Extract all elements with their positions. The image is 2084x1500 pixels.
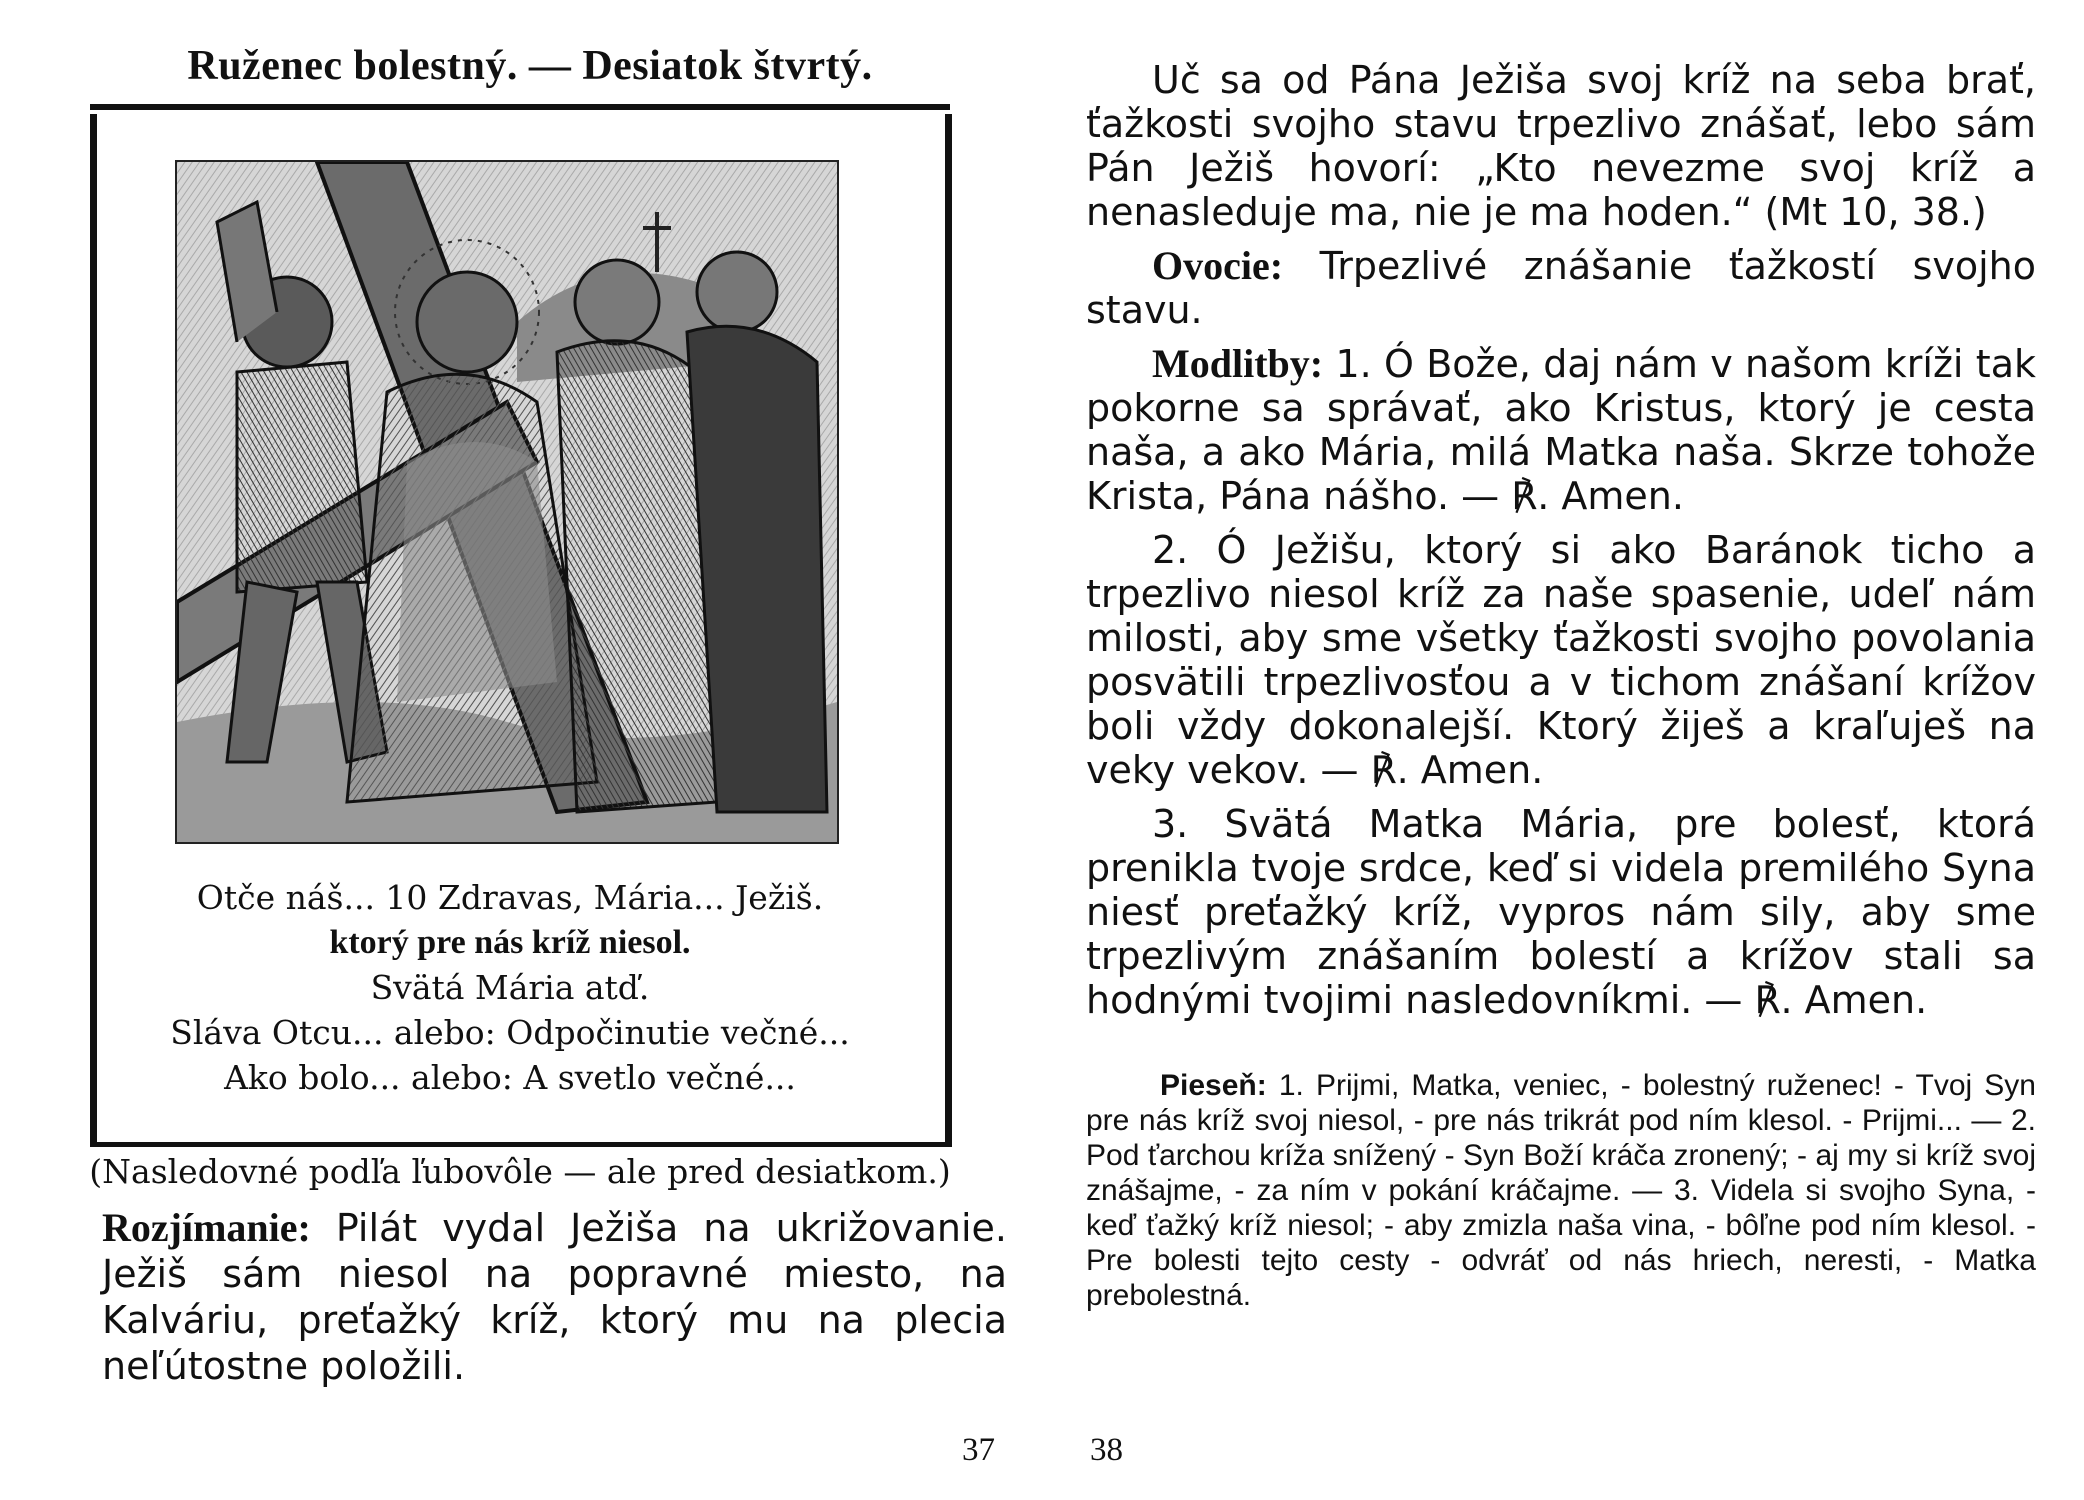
prayer-line-4: Sláva Otcu... alebo: Odpočinutie večné...	[170, 1013, 850, 1052]
prayer-1-paragraph	[1086, 342, 2036, 518]
prayer-line-5: Ako bolo... alebo: A svetlo večné...	[224, 1058, 796, 1097]
intro-paragraph: Uč sa od Pána Ježiša svoj kríž na seba brať, ťažkosti svojho stavu trpezlivo znášať, lebo sám Pán Ježiš hovorí: „Kto nevezme svoj kríž a nenasleduje ma, nie je ma hoden.“ (Mt 10, 38.)	[1086, 58, 2036, 234]
page-number-left: 37	[962, 1432, 995, 1468]
meditation-label: Rozjímanie:	[102, 1205, 311, 1250]
frame-bottom-rule	[90, 1142, 952, 1147]
fruit-label: Ovocie:	[1152, 243, 1284, 288]
engraving-christ-carrying-cross-image	[175, 160, 839, 844]
song-label: Pieseň:	[1160, 1069, 1267, 1102]
prayer-line-3: Svätá Mária atď.	[370, 968, 650, 1007]
prayer-2-paragraph: 2. Ó Ježišu, ktorý si ako Baránok ticho a trpezlivo niesol kríž za naše spasenie, udeľ nám milosti, aby sme všetky ťažkosti svojho povolania posvätili trpezlivosťou a v tichom znášaní krížov boli vždy dokonalejší. Ktorý žiješ a kraľuješ na veky vekov. — ℟. Amen.	[1086, 528, 2036, 792]
engraving-graphic	[177, 162, 837, 842]
meditation-paragraph	[102, 1205, 1007, 1389]
right-page	[1042, 0, 2084, 1500]
prayer-mystery-line: ktorý pre nás kríž niesol.	[329, 924, 691, 961]
meditation-text: Pilát vydal Ježiša na ukrižovanie. Ježiš sám niesol na popravné miesto, na Kalváriu, preťažký kríž, ktorý mu na plecia neľútostne položili.	[102, 1206, 1007, 1388]
fruit-paragraph	[1086, 244, 2036, 332]
prayer-3-paragraph: 3. Svätá Matka Mária, pre bolesť, ktorá prenikla tvoje srdce, keď si videla premilého Syna niesť preťažký kríž, vypros nám sily, aby sme trpezlivým znášaním bolestí a krížov stali sa hodnými tvojimi nasledovníkmi. — ℟. Amen.	[1086, 802, 2036, 1022]
running-head: Ruženec bolestný. — Desiatok štvrtý.	[187, 43, 873, 89]
frame-top-rule	[90, 104, 950, 110]
prayers-label: Modlitby:	[1152, 341, 1324, 386]
prayer-line-1: Otče náš... 10 Zdravas, Mária... Ježiš.	[196, 878, 824, 917]
prayer-1-text: 1. Ó Bože, daj nám v našom kríži tak pokorne sa správať, ako Kristus, ktorý je cesta naša, a ako Mária, milá Matka naša. Skrze tohože Krista, Pána nášho. — ℟. Amen.	[1086, 342, 2036, 518]
page-number-right: 38	[1090, 1432, 1123, 1468]
fruit-text: Trpezlivé znášanie ťažkostí svojho stavu.	[1086, 244, 2036, 332]
prayer-instructions	[110, 875, 910, 1100]
song-text: 1. Prijmi, Matka, veniec, - bolestný ruženec! - Tvoj Syn pre nás kríž svoj niesol, - pre nás trikrát pod ním klesol. - Prijmi... — 2. Pod ťarchou kríža snížený - Syn Boží kráča zronený; - aj my si kríž svoj znášajme, - za ním v pokání kráčajme. — 3. Videla si svojho Syna, - keď ťažký kríž niesol; - aby zmizla naša vina, - bôľne pod ním klesol. - Pre bolesti tejto cesty - odvráť od nás hriech, neresti, - Matka prebolestná.	[1086, 1069, 2036, 1312]
song-paragraph	[1086, 1068, 2036, 1313]
right-body-text	[1086, 58, 2036, 1032]
optional-note: (Nasledovné podľa ľubovôle — ale pred desiatkom.)	[89, 1152, 951, 1191]
